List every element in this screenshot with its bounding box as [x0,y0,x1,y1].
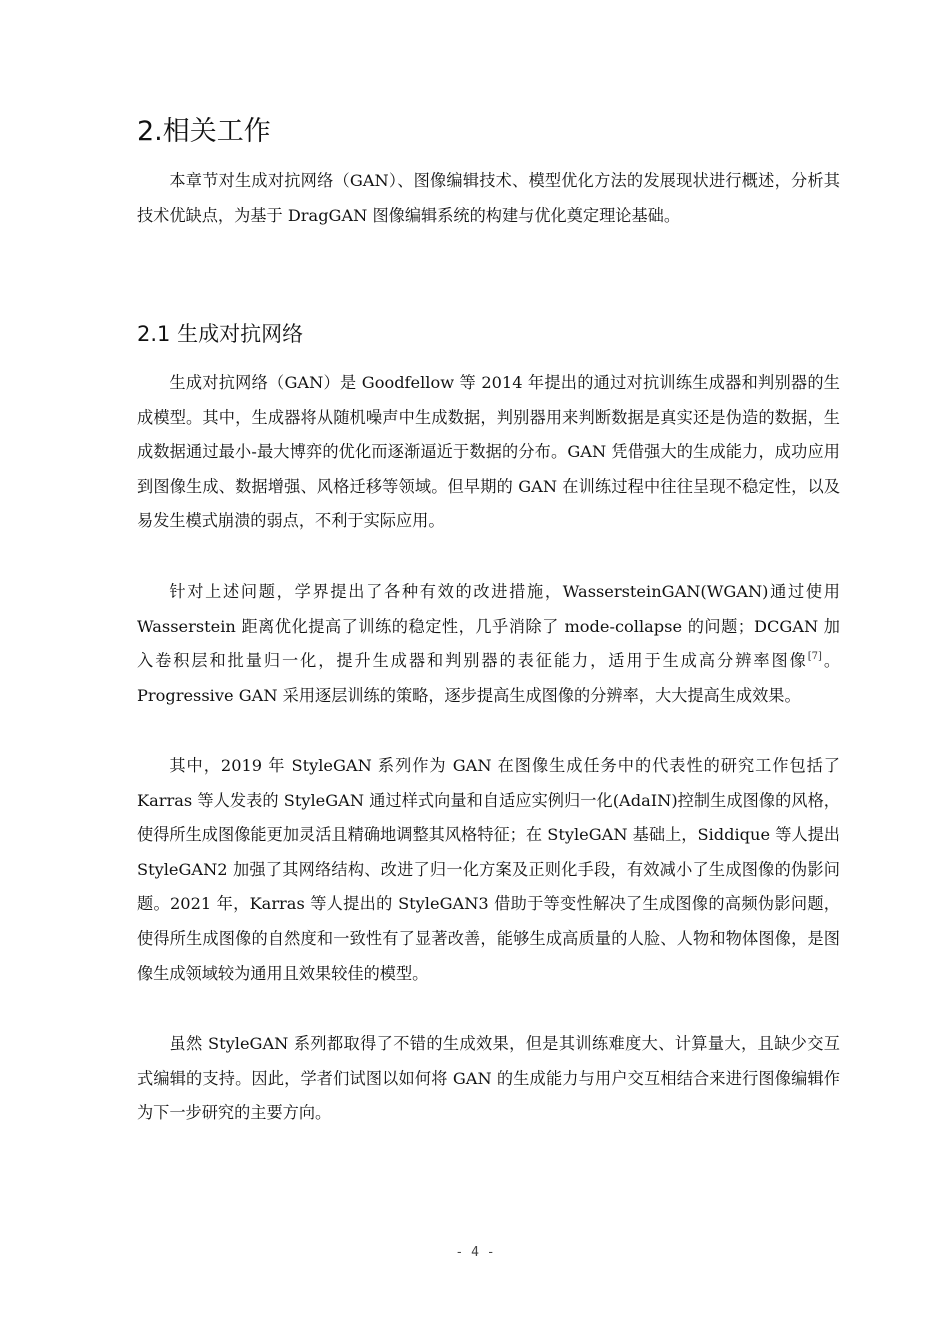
intro-paragraph: 本章节对生成对抗网络（GAN）、图像编辑技术、模型优化方法的发展现状进行概述，分析其技术优缺点，为基于 DragGAN 图像编辑系统的构建与优化奠定理论基础。 [137,171,840,225]
paragraph-future-direction: 虽然 StyleGAN 系列都取得了不错的生成效果，但是其训练难度大、计算量大，且缺少交互式编辑的支持。因此，学者们试图以如何将 GAN 的生成能力与用户交互相结合来进行图像编辑作为下一步研究的主要方向。 [137,1034,840,1123]
paragraph-gan-overview: 生成对抗网络（GAN）是 Goodfellow 等 2014 年提出的通过对抗训练生成器和判别器的生成模型。其中，生成器将从随机噪声中生成数据，判别器用来判断数据是真实还是伪造的数据，生成数据通过最小-最大博弈的优化而逐渐逼近于数据的分布。GAN 凭借强大的生成能力，成功应用到图像生成、数据增强、风格迁移等领域。但早期的 GAN 在训练过程中往往呈现不稳定性，以及易发生模式崩溃的弱点，不利于实际应用。 [137,373,840,531]
paragraph-text: 针对上述问题，学界提出了各种有效的改进措施，WassersteinGAN(WGAN)通过使用 Wasserstein 距离优化提高了训练的稳定性，几乎消除了 mode-collapse 的问题；DCGAN 加入卷积层和批量归一化，提升生成器和判别器的表征能力，适用于生成高分辨率图像 [137,582,840,671]
paragraph-gan-improvements [137,575,840,713]
page-number: - 4 - [455,1245,495,1260]
paragraph-stylegan: 其中，2019 年 StyleGAN 系列作为 GAN 在图像生成任务中的代表性的研究工作包括了 Karras 等人发表的 StyleGAN 通过样式向量和自适应实例归一化(AdaIN)控制生成图像的风格，使得所生成图像能更加灵活且精确地调整其风格特征；在 StyleGAN 基础上，Siddique 等人提出 StyleGAN2 加强了其网络结构、改进了归一化方案及正则化手段，有效减小了生成图像的伪影问题。2021 年，Karras 等人提出的 StyleGAN3 借助于等变性解决了生成图像的高频伪影问题，使得所生成图像的自然度和一致性有了显著改善，能够生成高质量的人脸、人物和物体图像，是图像生成领域较为通用且效果较佳的模型。 [137,756,840,983]
subsection-heading: 2.1 生成对抗网络 [137,322,304,346]
section-heading: 2.相关工作 [137,116,271,147]
paragraph-text: 。Progressive GAN 采用逐层训练的策略，逐步提高生成图像的分辨率，大大提高生成效果。 [137,651,841,705]
citation-marker[interactable]: [7] [807,651,822,663]
